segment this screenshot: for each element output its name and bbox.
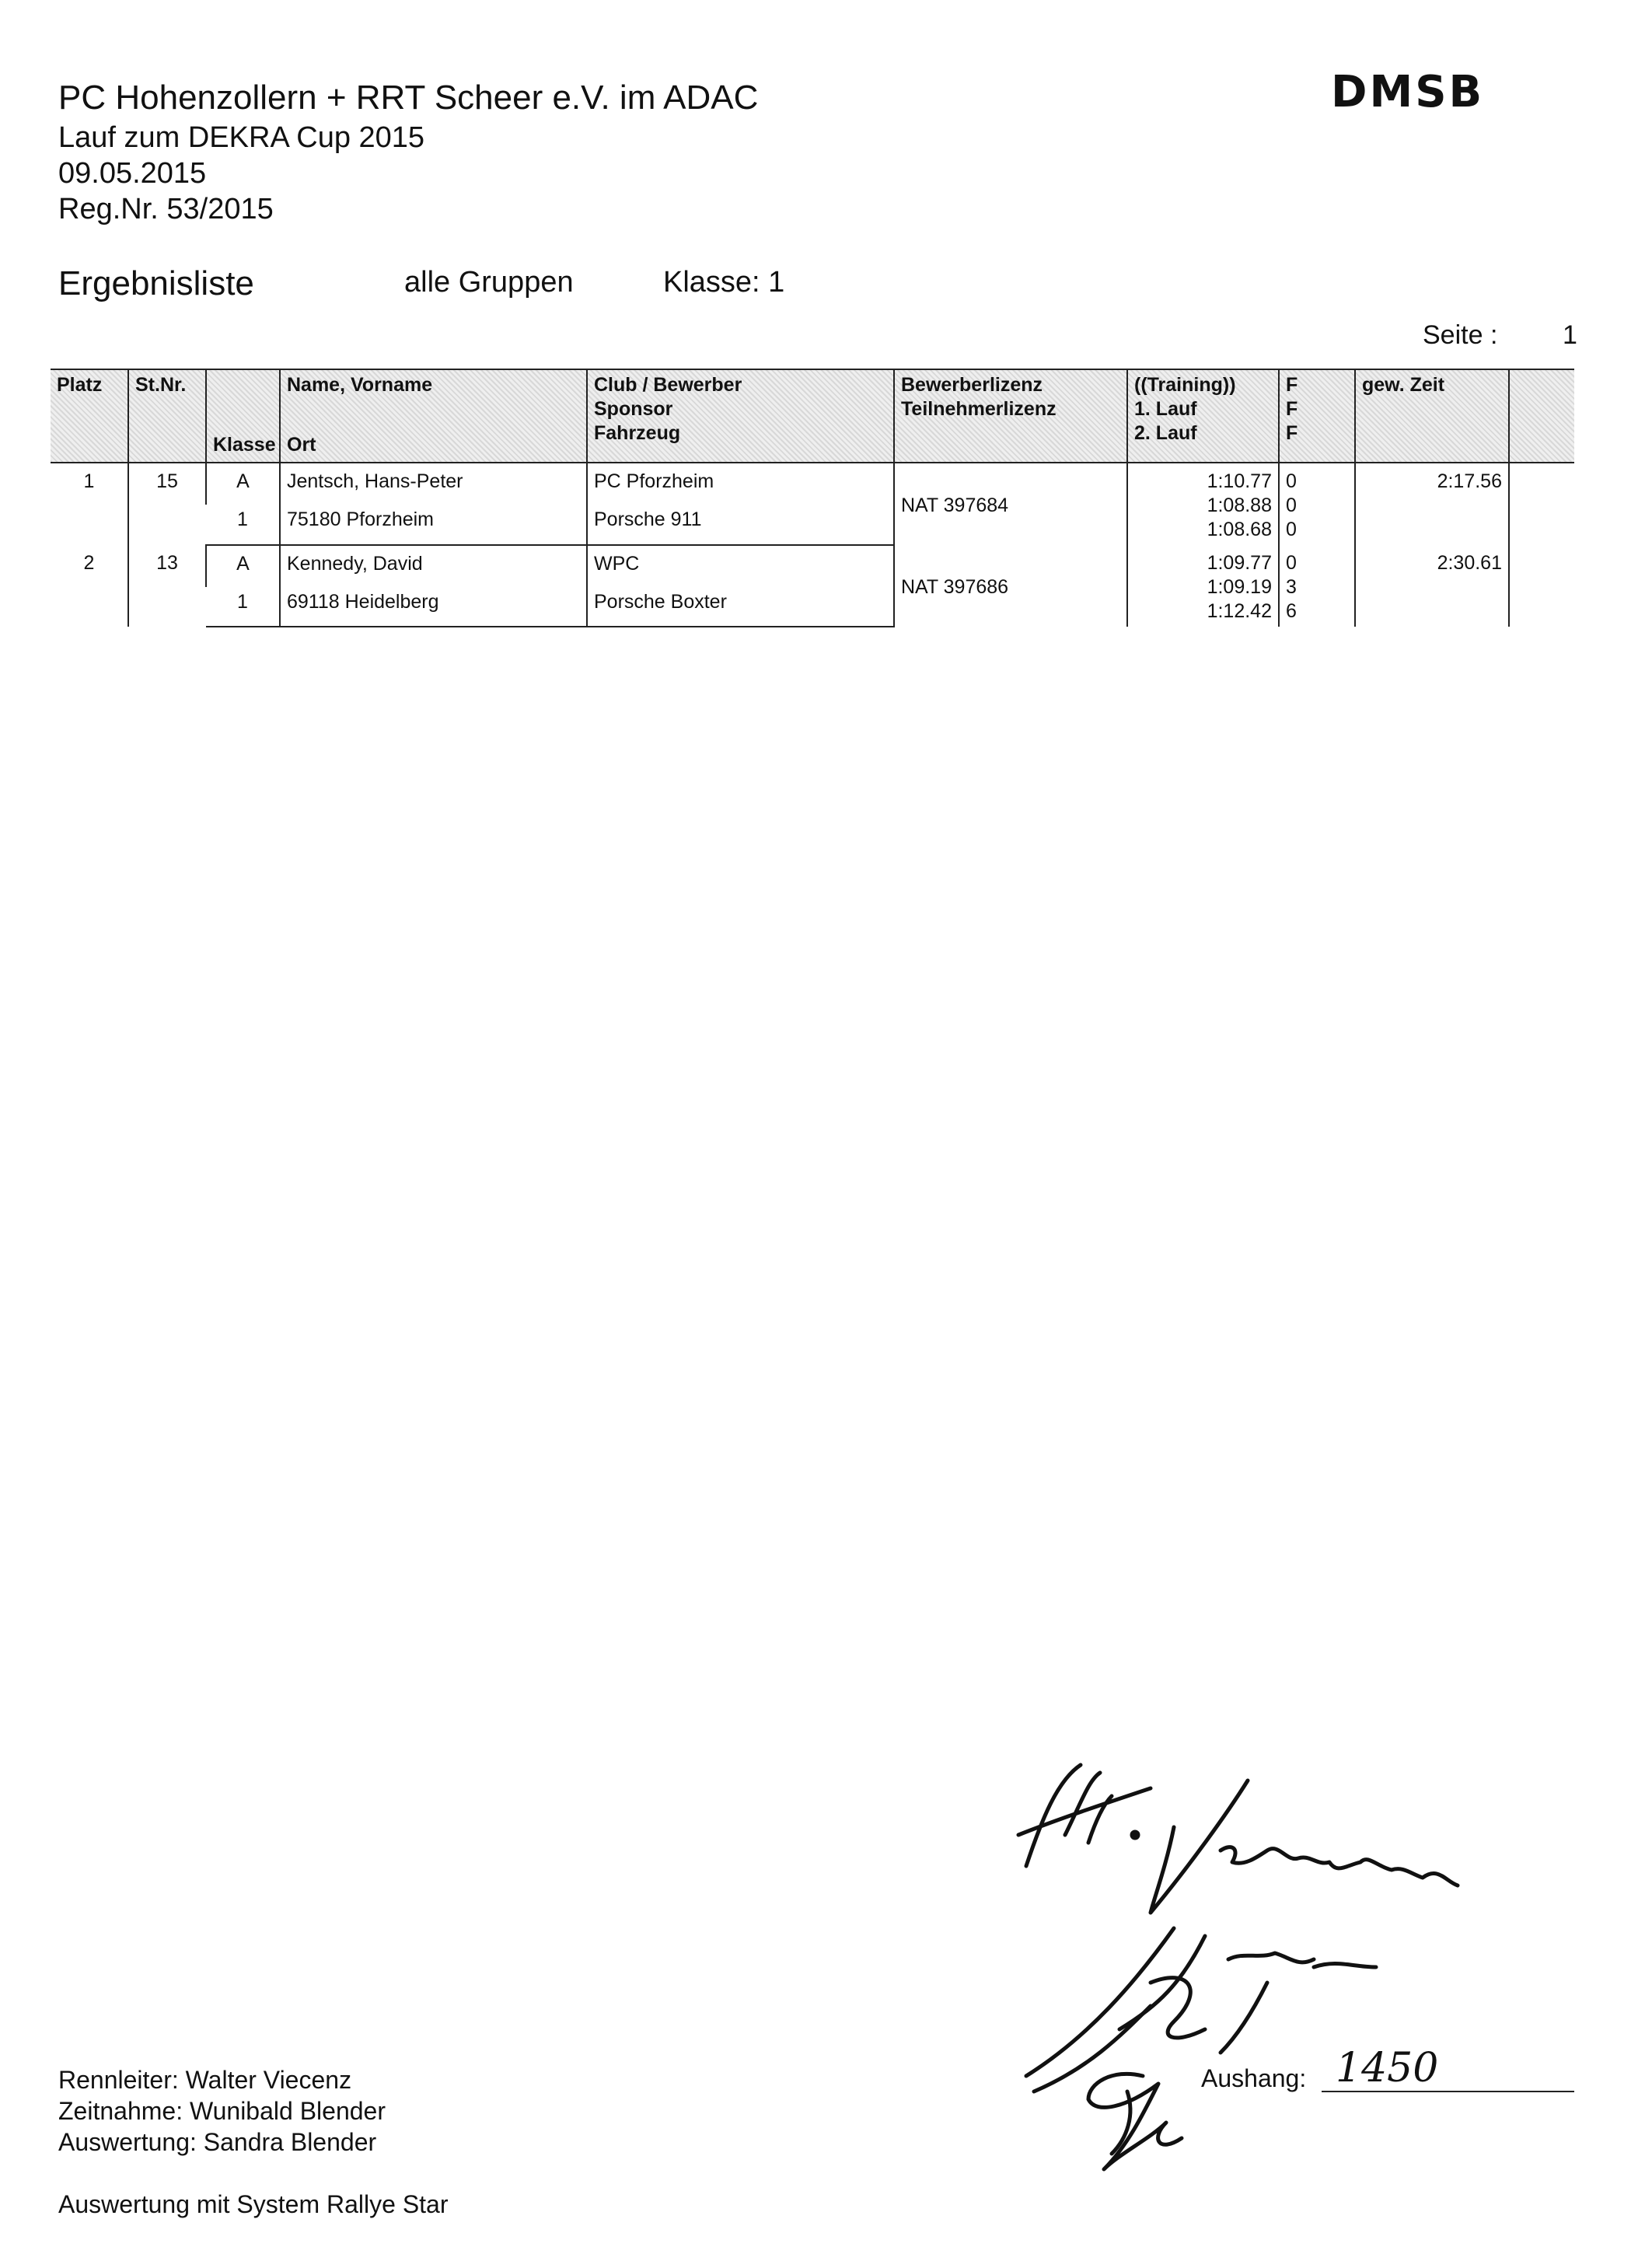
- header-klasse-label: Klasse: [213, 434, 276, 456]
- cell-lauf2: 1:08.68: [1207, 519, 1272, 540]
- cell-ort: 75180 Pforzheim: [280, 505, 587, 545]
- cell-stnr: 15: [128, 463, 206, 545]
- header-f2-label: F: [1286, 398, 1298, 420]
- cell-name: Kennedy, David: [280, 545, 587, 587]
- signature-drawing: [972, 1749, 1516, 2185]
- header-name-label: Name, Vorname: [287, 374, 433, 396]
- event-name: Lauf zum DEKRA Cup 2015: [58, 121, 425, 154]
- cell-empty: [1509, 545, 1574, 627]
- aushang-label: Aushang:: [1201, 2064, 1307, 2092]
- table-row: [51, 545, 1574, 587]
- aushang-time: 1450: [1336, 2045, 1439, 2092]
- header-klasse: [206, 369, 280, 463]
- header-name: [280, 369, 587, 463]
- cell-platz: 2: [83, 552, 95, 574]
- header-club: [587, 369, 894, 463]
- list-title: Ergebnisliste: [58, 264, 254, 302]
- cell-lauf2: 1:12.42: [1207, 600, 1272, 622]
- cell-gruppe: A: [206, 545, 280, 587]
- cell-zeit: 2:30.61: [1355, 545, 1509, 627]
- cell-f-training: 0: [1286, 552, 1297, 574]
- header-club-label: Club / Bewerber: [594, 374, 742, 396]
- header-f1-label: F: [1286, 374, 1298, 396]
- evaluation-system: Auswertung mit System Rallye Star: [58, 2190, 449, 2218]
- cell-stnr: 13: [128, 545, 206, 627]
- header-fahrzeug-label: Fahrzeug: [594, 422, 681, 444]
- header-lizenz: [894, 369, 1127, 463]
- organizer-title: PC Hohenzollern + RRT Scheer e.V. im ADAC: [58, 79, 759, 117]
- cell-klasse: 1: [206, 505, 280, 545]
- race-director: Rennleiter: Walter Viecenz: [58, 2066, 352, 2094]
- group-label: alle Gruppen: [404, 266, 574, 299]
- cell-training: 1:10.77: [1207, 470, 1272, 492]
- dmsb-logo: DMSB: [1331, 67, 1485, 117]
- cell-zeit: 2:17.56: [1355, 463, 1509, 545]
- cell-times: [1127, 545, 1279, 627]
- cell-lizenz: NAT 397686: [894, 545, 1127, 627]
- table-row: [51, 463, 1574, 505]
- cell-training: 1:09.77: [1207, 552, 1272, 574]
- cell-f-lauf1: 0: [1286, 494, 1297, 516]
- page-label: Seite :: [1423, 320, 1498, 350]
- cell-club: WPC: [587, 545, 894, 587]
- header-times: [1127, 369, 1279, 463]
- cell-ort: 69118 Heidelberg: [280, 587, 587, 627]
- cell-f-lauf2: 6: [1286, 600, 1297, 622]
- cell-faults: [1279, 463, 1355, 545]
- header-lizenz1-label: Bewerberlizenz: [901, 374, 1043, 396]
- header-empty: [1509, 369, 1574, 463]
- cell-fahrzeug: Porsche 911: [587, 505, 894, 545]
- cell-club: PC Pforzheim: [587, 463, 894, 505]
- cell-name: Jentsch, Hans-Peter: [280, 463, 587, 505]
- aushang-underline: [1322, 2091, 1574, 2092]
- header-ort-label: Ort: [287, 434, 316, 456]
- cell-f-training: 0: [1286, 470, 1297, 492]
- timekeeping: Zeitnahme: Wunibald Blender: [58, 2097, 386, 2125]
- header-f3-label: F: [1286, 422, 1298, 444]
- cell-fahrzeug: Porsche Boxter: [587, 587, 894, 627]
- cell-klasse: 1: [206, 587, 280, 627]
- cell-lizenz: NAT 397684: [894, 463, 1127, 545]
- header-sponsor-label: Sponsor: [594, 398, 673, 420]
- registration-number: Reg.Nr. 53/2015: [58, 193, 274, 225]
- cell-lauf1: 1:09.19: [1207, 576, 1272, 598]
- cell-gruppe: A: [206, 463, 280, 505]
- header-training-label: ((Training)): [1134, 374, 1236, 396]
- header-faults: [1279, 369, 1355, 463]
- header-stnr: St.Nr.: [128, 369, 206, 463]
- table-header-row: [51, 369, 1574, 463]
- cell-times: [1127, 463, 1279, 545]
- cell-empty: [1509, 463, 1574, 545]
- cell-f-lauf2: 0: [1286, 519, 1297, 540]
- page-number: 1: [1563, 320, 1577, 350]
- header-lauf1-label: 1. Lauf: [1134, 398, 1197, 420]
- header-platz: Platz: [51, 369, 128, 463]
- header-lauf2-label: 2. Lauf: [1134, 422, 1197, 444]
- evaluation: Auswertung: Sandra Blender: [58, 2128, 377, 2156]
- header-zeit: gew. Zeit: [1355, 369, 1509, 463]
- results-table: [51, 369, 1574, 627]
- cell-f-lauf1: 3: [1286, 576, 1297, 598]
- cell-faults: [1279, 545, 1355, 627]
- cell-lauf1: 1:08.88: [1207, 494, 1272, 516]
- class-label: Klasse: 1: [663, 266, 785, 299]
- header-lizenz2-label: Teilnehmerlizenz: [901, 398, 1057, 420]
- event-date: 09.05.2015: [58, 157, 207, 190]
- cell-platz: 1: [83, 470, 95, 492]
